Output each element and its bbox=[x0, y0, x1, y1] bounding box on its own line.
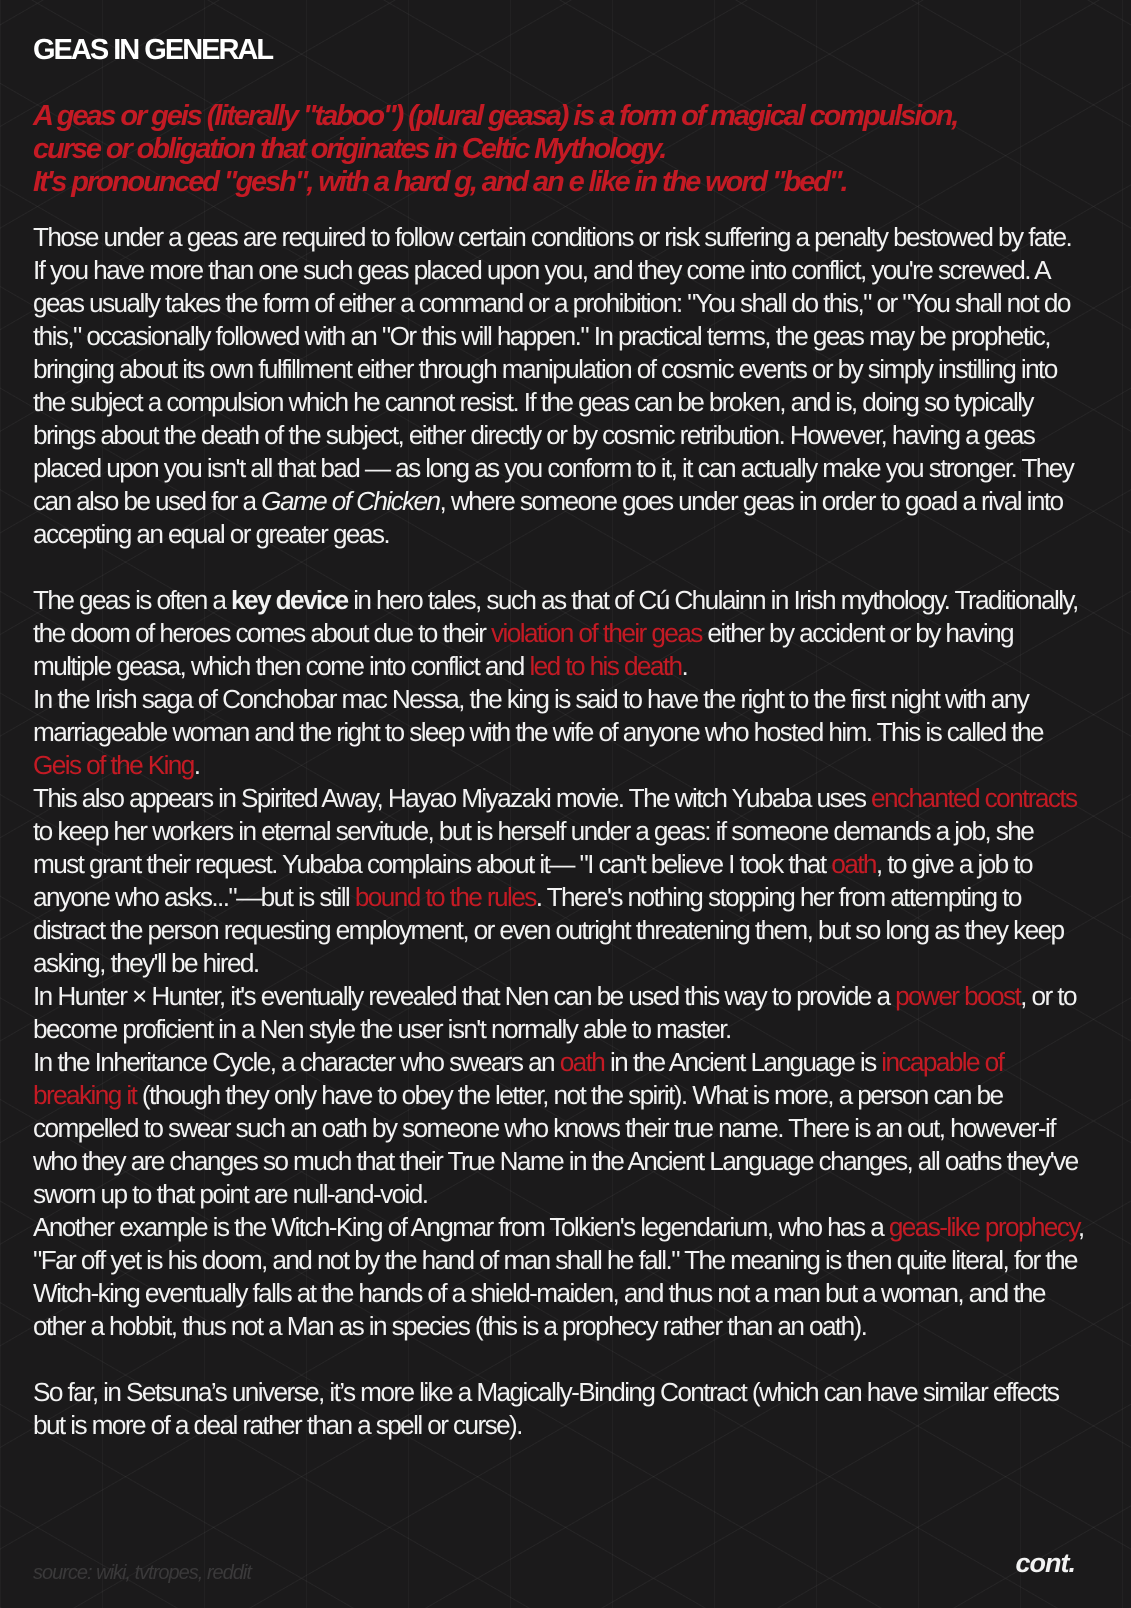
paragraph-witch-king: Another example is the Witch-King of Angmar from Tolkien's legendarium, who has a geas-like prophecy, "Far off yet is his doom, and not by the hand of man shall he fall." The meaning is then quite literal, for the Witch-king eventually falls at the hands of a shield-maiden, and thus not a man but a woman, and the other a hobbit, thus not a Man as in species (this is a prophecy rather than an oath). bbox=[33, 1212, 1084, 1341]
paragraph-conchobar: In the Irish saga of Conchobar mac Nessa, the king is said to have the right to the first night with any marriageable woman and the right to sleep with the wife of anyone who hosted him. This is called the Geis of the King. bbox=[33, 684, 1043, 780]
paragraph-definition: Those under a geas are required to follow certain conditions or risk suffering a penalty bestowed by fate. If you have more than one such geas placed upon you, and they come into conflict, you're screwed. A geas usually takes the form of either a command or a prohibition: "You shall do this," or "You shall not do this," occasionally followed with an "Or this will happen." In practical terms, the geas may be prophetic, bringing about its own fulfillment either through manipulation of cosmic events or by simply instilling into the subject a compulsion which he cannot resist. If the geas can be broken, and is, doing so typically brings about the death of the subject, either directly or by cosmic retribution. However, having a geas placed upon you isn't all that bad — as long as you conform to it, it can actually make you stronger. They can also be used for a Game of Chicken, where someone goes under geas in order to goad a rival into accepting an equal or greater geas. bbox=[33, 222, 1074, 549]
key-device-emphasis: key device bbox=[231, 585, 348, 615]
intro-line: It's pronounced "gesh", with a hard g, and an e like in the word "bed". bbox=[33, 166, 847, 198]
page-title: GEAS IN GENERAL bbox=[33, 34, 273, 66]
link-bound-to-the-rules[interactable]: bound to the rules bbox=[354, 882, 536, 912]
link-oath[interactable]: oath bbox=[559, 1047, 605, 1077]
paragraph-setsuna: So far, in Setsuna’s universe, it’s more like a Magically-Binding Contract (which can have similar effects but is more of a deal rather than a spell or curse). bbox=[33, 1377, 1059, 1440]
continued-label: cont. bbox=[1015, 1548, 1075, 1578]
paragraph-hero-tales: The geas is often a key device in hero tales, such as that of Cú Chulainn in Irish mythology. Traditionally, the doom of heroes comes about due to their violation of their geas either by accident or by having multiple geasa, which then come into conflict and led to his death. bbox=[33, 585, 1078, 681]
link-geis-of-the-king[interactable]: Geis of the King bbox=[33, 750, 194, 780]
intro-line: curse or obligation that originates in Celtic Mythology. bbox=[33, 133, 666, 165]
intro-line: A geas or geis (literally "taboo") (plural geasa) is a form of magical compulsion, bbox=[33, 100, 958, 132]
link-enchanted-contracts[interactable]: enchanted contracts bbox=[871, 783, 1077, 813]
link-oath[interactable]: oath bbox=[831, 849, 876, 879]
article-body bbox=[33, 221, 1087, 1442]
source-credit: source: wiki, tvtropes, reddit bbox=[33, 1562, 251, 1584]
paragraph-spirited-away: This also appears in Spirited Away, Hayao Miyazaki movie. The witch Yubaba uses enchanted contracts to keep her workers in eternal servitude, but is herself under a geas: if someone demands a job, she must grant their request. Yubaba complains about it— "I can't believe I took that oath, to give a job to anyone who asks..."—but is still bound to the rules. There's nothing stopping her from attempting to distract the person requesting employment, or even outright threatening them, but so long as they keep asking, they'll be hired. bbox=[33, 783, 1077, 978]
link-led-to-his-death[interactable]: led to his death bbox=[529, 651, 682, 681]
paragraph-hunter-x-hunter: In Hunter × Hunter, it's eventually revealed that Nen can be used this way to provide a power boost, or to become proficient in a Nen style the user isn't normally able to master. bbox=[33, 981, 1076, 1044]
link-geas-like-prophecy[interactable]: geas-like prophecy bbox=[888, 1212, 1078, 1242]
link-power-boost[interactable]: power boost bbox=[895, 981, 1021, 1011]
link-incapable-of-breaking-it[interactable]: incapable of breaking it bbox=[33, 1047, 1004, 1110]
game-of-chicken-reference: Game of Chicken bbox=[261, 486, 440, 516]
intro-definition bbox=[33, 100, 1087, 199]
link-violation-of-their-geas[interactable]: violation of their geas bbox=[491, 618, 702, 648]
paragraph-inheritance-cycle: In the Inheritance Cycle, a character who swears an oath in the Ancient Language is incapable of breaking it (though they only have to obey the letter, not the spirit). What is more, a person can be compelled to swear such an oath by someone who knows their true name. There is an out, however-if who they are changes so much that their True Name in the Ancient Language changes, all oaths they've sworn up to that point are null-and-void. bbox=[33, 1047, 1078, 1209]
